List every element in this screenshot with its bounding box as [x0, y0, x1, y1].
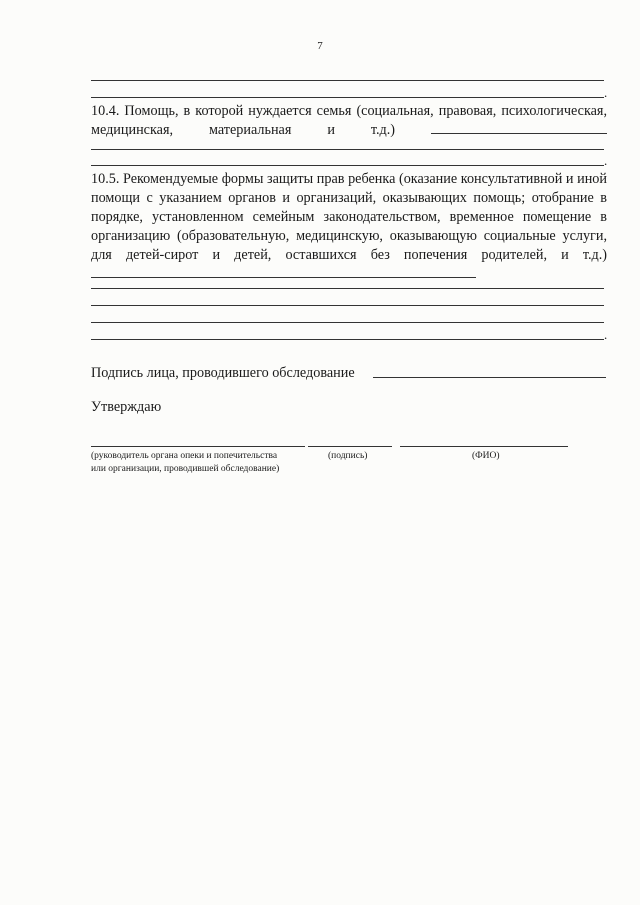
blank-line [91, 149, 604, 150]
name-line [400, 446, 568, 447]
blank-line [91, 165, 604, 166]
inspector-signature-label: Подпись лица, проводившего обследование [91, 365, 355, 381]
blank-line [91, 80, 604, 81]
line-end-mark: . [604, 85, 608, 100]
section-10-4-text: Помощь, в которой нуждается семья (социальная, правовая, психологическая, медицинская, материальная и т.д.) [91, 103, 607, 138]
line-end-mark: . [604, 327, 608, 342]
inspector-signature-line [373, 377, 606, 378]
blank-line [91, 288, 604, 289]
page-number: 7 [317, 40, 323, 52]
line-end-mark: . [604, 153, 608, 168]
blank-line [91, 322, 604, 323]
fill-line [431, 133, 607, 134]
signature-line [308, 446, 392, 447]
section-10-5-number: 10.5. [91, 171, 120, 187]
blank-line [91, 339, 604, 340]
blank-line [91, 97, 604, 98]
section-10-5 [91, 170, 607, 284]
section-10-5-text: Рекомендуемые формы защиты прав ребенка (оказание консультативной и иной помощи с указанием органов и организаций, оказывающих помощь; отобрание в порядке, установленном семейным законодательством, временное помещение в организацию (образовательную, медицинскую, оказывающую социальные услуги, для детей-сирот и детей, оставшихся без попечения родителей, и т.д.) [91, 171, 607, 263]
section-10-4 [91, 102, 607, 140]
official-signature-line [91, 446, 305, 447]
official-caption: (руководитель органа опеки и попечительства или организации, проводившей обследование) [91, 451, 280, 474]
fill-line [91, 277, 476, 278]
name-caption: (ФИО) [472, 451, 500, 461]
section-10-4-number: 10.4. [91, 103, 120, 119]
approve-label: Утверждаю [91, 399, 162, 415]
blank-line [91, 305, 604, 306]
signature-caption: (подпись) [328, 451, 368, 461]
